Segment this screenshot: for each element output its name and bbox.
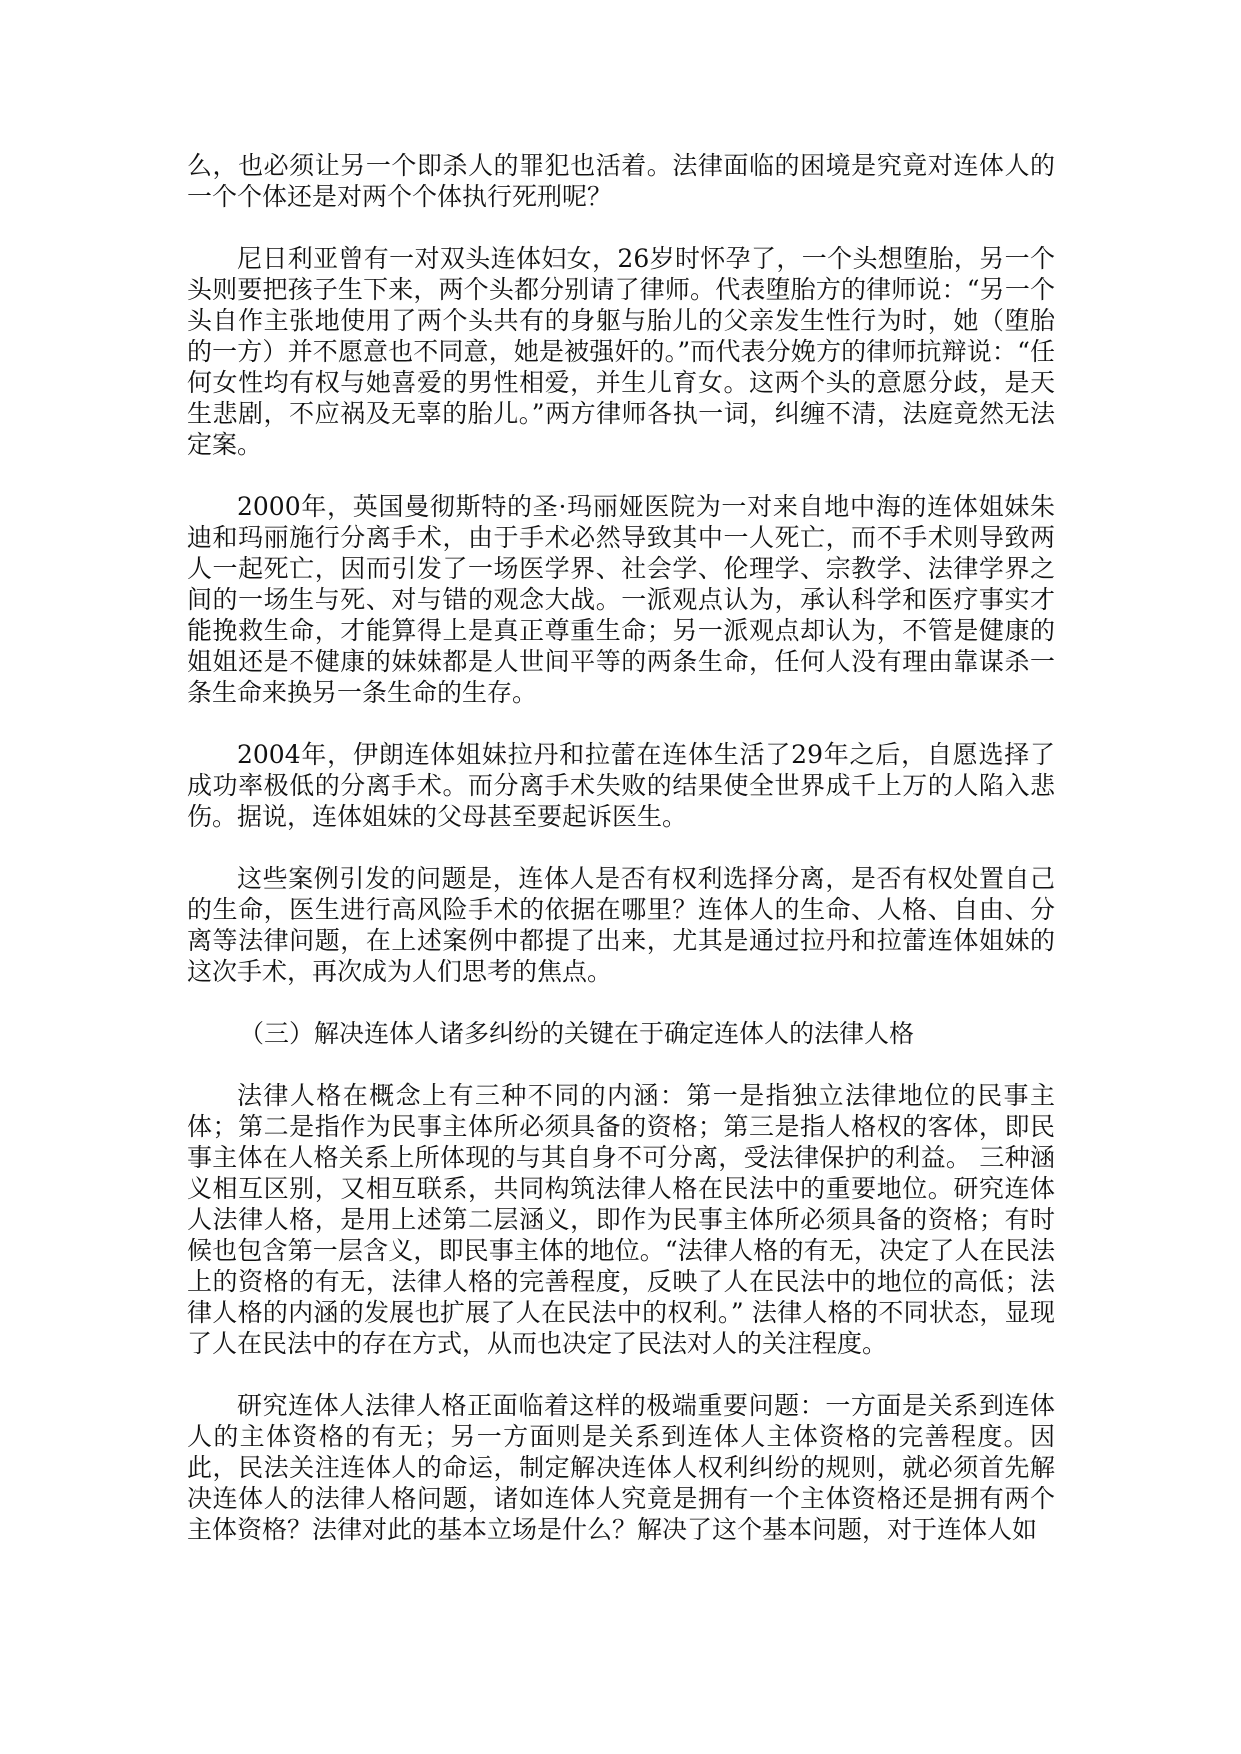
paragraph-2000-case: 2000年，英国曼彻斯特的圣·玛丽娅医院为一对来自地中海的连体姐妹朱迪和玛丽施行分离手术，由于手术必然导致其中一人死亡，而不手术则导致两人一起死亡，因而引发了一场医学界、社会学、伦理学、宗教学、法律学界之间的一场生与死、对与错的观念大战。一派观点认为，承认科学和医疗事实才能挽救生命，才能算得上是真正尊重生命；另一派观点却认为，不管是健康的姐姐还是不健康的妹妹都是人世间平等的两条生命，任何人没有理由靠谋杀一条生命来换另一条生命的生存。 bbox=[187, 492, 1055, 707]
paragraph-2004-case: 2004年，伊朗连体姐妹拉丹和拉蕾在连体生活了29年之后，自愿选择了成功率极低的分离手术。而分离手术失败的结果使全世界成千上万的人陷入悲伤。据说，连体姐妹的父母甚至要起诉医生。 bbox=[187, 740, 1055, 831]
paragraph-questions: 这些案例引发的问题是，连体人是否有权利选择分离，是否有权处置自己的生命，医生进行高风险手术的依据在哪里？连体人的生命、人格、自由、分离等法律问题，在上述案例中都提了出来，尤其是通过拉丹和拉蕾连体姐妹的这次手术，再次成为人们思考的焦点。 bbox=[187, 864, 1055, 986]
document-body bbox=[187, 150, 1055, 1576]
paragraph-legal-personality: 法律人格在概念上有三种不同的内涵：第一是指独立法律地位的民事主体；第二是指作为民事主体所必须具备的资格；第三是指人格权的客体，即民事主体在人格关系上所体现的与其自身不可分离，受法律保护的利益。 三种涵义相互区别，又相互联系，共同构筑法律人格在民法中的重要地位。研究连体人法律人格，是用上述第二层涵义，即作为民事主体所必须具备的资格；有时候也包含第一层含义，即民事主体的地位。“法律人格的有无，决定了人在民法上的资格的有无，法律人格的完善程度，反映了人在民法中的地位的高低；法律人格的内涵的发展也扩展了人在民法中的权利。” 法律人格的不同状态，显现了人在民法中的存在方式，从而也决定了民法对人的关注程度。 bbox=[187, 1081, 1055, 1358]
paragraph-research: 研究连体人法律人格正面临着这样的极端重要问题：一方面是关系到连体人的主体资格的有无；另一方面则是关系到连体人主体资格的完善程度。因此，民法关注连体人的命运，制定解决连体人权利纠纷的规则，就必须首先解决连体人的法律人格问题，诸如连体人究竟是拥有一个主体资格还是拥有两个主体资格？法律对此的基本立场是什么？解决了这个基本问题，对于连体人如 bbox=[187, 1391, 1055, 1544]
paragraph-continued: 么，也必须让另一个即杀人的罪犯也活着。法律面临的困境是究竟对连体人的一个个体还是对两个个体执行死刑呢？ bbox=[187, 151, 1055, 211]
paragraph-nigeria-case: 尼日利亚曾有一对双头连体妇女，26岁时怀孕了，一个头想堕胎，另一个头则要把孩子生下来，两个头都分别请了律师。代表堕胎方的律师说：“另一个头自作主张地使用了两个头共有的身躯与胎儿的父亲发生性行为时，她（堕胎的一方）并不愿意也不同意，她是被强奸的。”而代表分娩方的律师抗辩说：“任何女性均有权与她喜爱的男性相爱，并生儿育女。这两个头的意愿分歧，是天生悲剧，不应祸及无辜的胎儿。”两方律师各执一词，纠缠不清，法庭竟然无法定案。 bbox=[187, 244, 1055, 459]
section-heading: （三）解决连体人诸多纠纷的关键在于确定连体人的法律人格 bbox=[239, 1019, 915, 1048]
